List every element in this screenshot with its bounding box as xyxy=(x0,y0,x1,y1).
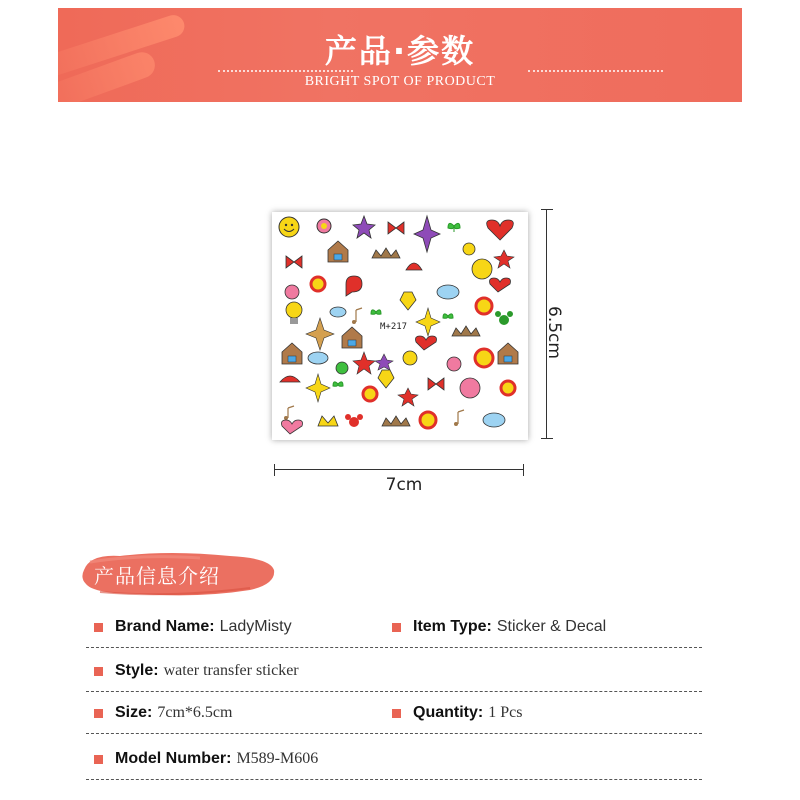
spec-model-number xyxy=(94,738,318,780)
spec-label: Quantity: xyxy=(413,704,484,721)
spec-row xyxy=(86,650,702,692)
header-banner xyxy=(58,8,742,102)
section-title: 产品信息介绍 xyxy=(94,564,220,588)
model-code-label: M+217 xyxy=(380,322,408,332)
spec-quantity xyxy=(392,692,522,734)
spec-value: 7cm*6.5cm xyxy=(157,704,233,721)
banner-subtitle: BRIGHT SPOT OF PRODUCT xyxy=(304,74,496,89)
product-image xyxy=(272,212,528,440)
height-dimension-label: 6.5cm xyxy=(544,306,564,359)
bullet-square-icon xyxy=(392,709,401,718)
spec-value: 1 Pcs xyxy=(488,704,523,721)
banner-title: 产品·参数 xyxy=(324,32,476,70)
bullet-square-icon xyxy=(94,755,103,764)
spec-row xyxy=(86,606,702,648)
spec-label: Size: xyxy=(115,704,153,721)
bullet-square-icon xyxy=(392,623,401,632)
spec-label: Style: xyxy=(115,662,159,679)
spec-item-type xyxy=(392,606,606,648)
spec-row xyxy=(86,692,702,734)
spec-value: LadyMisty xyxy=(219,618,292,635)
spec-row xyxy=(86,738,702,780)
bullet-square-icon xyxy=(94,667,103,676)
spec-brand xyxy=(94,606,292,648)
spec-value: Sticker & Decal xyxy=(496,618,607,635)
spec-label: Item Type: xyxy=(413,618,492,635)
spec-style xyxy=(94,650,299,692)
spec-value: water transfer sticker xyxy=(163,662,299,679)
spec-value: M589-M606 xyxy=(236,750,319,767)
spec-size xyxy=(94,692,232,734)
bullet-square-icon xyxy=(94,709,103,718)
width-dimension-label: 7cm xyxy=(385,475,423,495)
bullet-square-icon xyxy=(94,623,103,632)
spec-label: Brand Name: xyxy=(115,618,215,635)
spec-label: Model Number: xyxy=(115,750,232,767)
